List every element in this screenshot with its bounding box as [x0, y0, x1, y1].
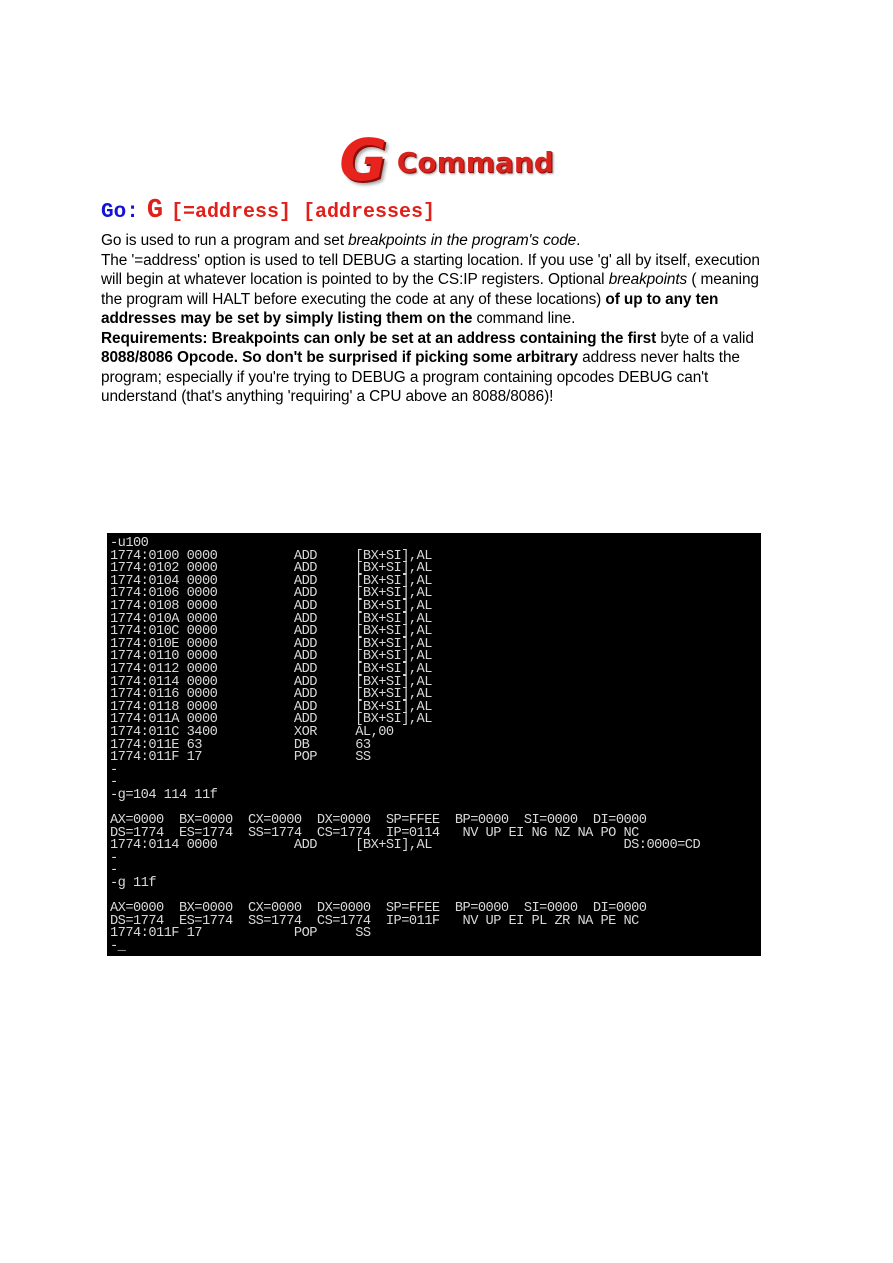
title-letter: G: [339, 126, 387, 194]
desc-bold: Requirements: Breakpoints can only be set at an address containing the first: [101, 329, 657, 347]
command-syntax: [101, 196, 435, 226]
description: [101, 231, 761, 407]
syntax-g: G: [146, 196, 164, 226]
desc-italic: breakpoints in the program's code: [348, 232, 577, 249]
desc-option: [101, 251, 761, 329]
desc-text: The '=address' option is used to tell DEBUG a starting location. If you use 'g' all by itself, execution will begin at whatever location is pointed to by the CS:IP registers. Optional: [101, 251, 760, 288]
desc-text: Go is used to run a program and set: [101, 232, 349, 249]
terminal-output: -u100 1774:0100 0000 ADD [BX+SI],AL 1774:0102 0000 ADD [BX+SI],AL 1774:0104 0000 ADD [BX+SI],AL 1774:0106 0000 ADD [BX+SI],AL 1774:0108 0000 ADD [BX+SI],AL 1774:010A 0000 ADD [BX+SI],AL 1774:010C 0000 ADD [BX+SI],AL 1774:010E 0000 ADD [BX+SI],AL 1774:0110 0000 ADD [BX+SI],AL 1774:0112 0000 ADD [BX+SI],AL 1774:0114 0000 ADD [BX+SI],AL 1774:0116 0000 ADD [BX+SI],AL 1774:0118 0000 ADD [BX+SI],AL 1774:011A 0000 ADD [BX+SI],AL 1774:011C 3400 XOR AL,00 1774:011E 63 DB 63 1774:011F 17 POP SS - - -g=104 114 11f AX=0000 BX=0000 CX=0000 DX=0000 SP=FFEE BP=0000 SI=0000 DI=0000 DS=1774 ES=1774 SS=1774 CS=1774 IP=0114 NV UP EI NG NZ NA PO NC 1774:0114 0000 ADD [BX+SI],AL DS:0000=CD - - -g 11f AX=0000 BX=0000 CX=0000 DX=0000 SP=FFEE BP=0000 SI=0000 DI=0000 DS=1774 ES=1774 SS=1774 CS=1774 IP=011F NV UP EI PL ZR NA PE NC 1774:011F 17 POP SS -_: [110, 536, 701, 954]
desc-text: address never halts the program; especially if you're trying to DEBUG a program containing opcodes DEBUG can't understand (that's anything 'requiring' a CPU above an 8088/8086)!: [101, 349, 740, 405]
desc-text: byte of a valid: [656, 329, 754, 347]
desc-text: command line.: [472, 310, 576, 327]
desc-bold: 8088/8086 Opcode. So don't be surprised if picking some arbitrary: [101, 349, 578, 366]
desc-requirements: [101, 329, 761, 407]
syntax-args: [=address] [addresses]: [171, 201, 436, 224]
desc-text: .: [576, 232, 581, 249]
debug-terminal-screenshot: [107, 533, 761, 956]
page-title: [0, 126, 893, 194]
desc-text: ( meaning the program will HALT before executing the code at any of these locations): [101, 271, 759, 308]
desc-intro: [101, 231, 761, 251]
syntax-go: Go:: [101, 201, 139, 224]
desc-bold: of up to any ten addresses may be set by simply listing them on the: [101, 290, 719, 327]
desc-italic: breakpoints: [608, 271, 688, 288]
title-word: Command: [396, 146, 554, 179]
